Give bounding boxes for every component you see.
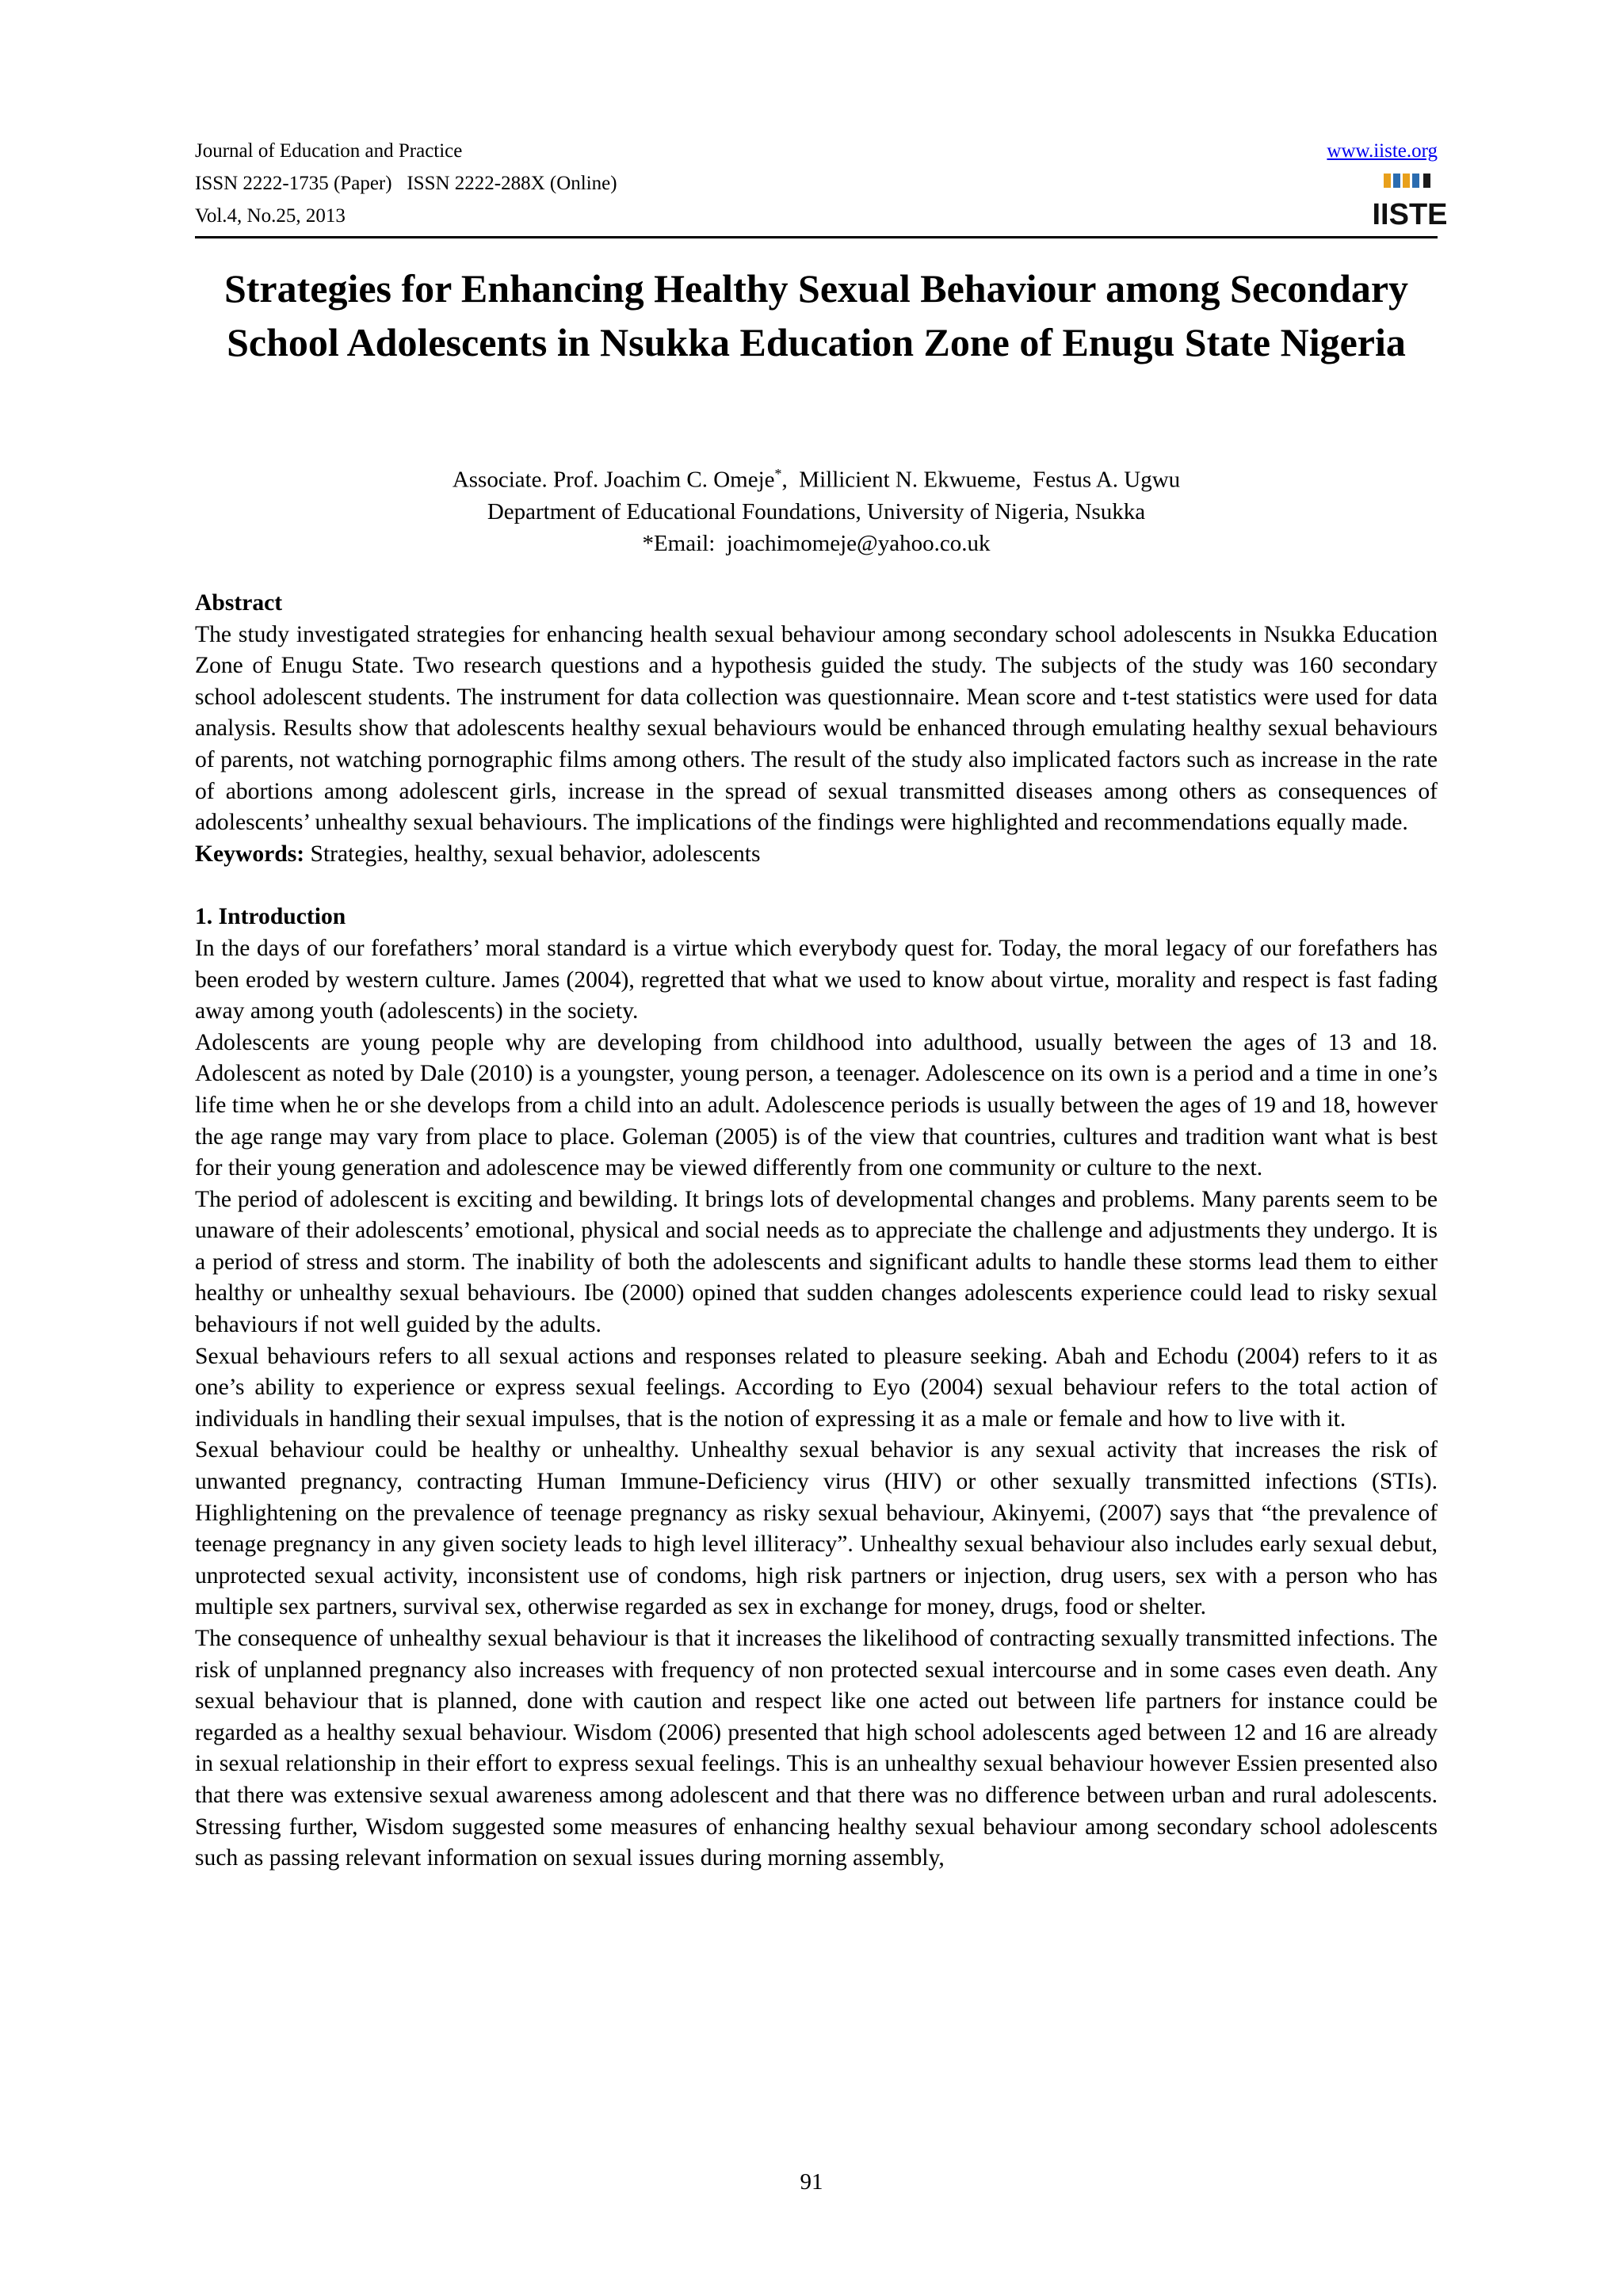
author-email: *Email: joachimomeje@yahoo.co.uk: [642, 530, 991, 556]
journal-header: [195, 135, 617, 232]
introduction-heading: 1. Introduction: [195, 904, 346, 930]
intro-paragraph: The period of adolescent is exciting and bewilding. It brings lots of developmental changes and problems. Many parents seem to be unaware of their adolescents’ emotional, physical and social needs as to appreciate the challenge and adjustments they undergo. It is a period of stress and storm. The inability of both the adolescents and significant adults to handle these storms lead them to either healthy or unhealthy sexual behaviours. Ibe (2000) opined that sudden changes adolescents experience could lead to risky sexual behaviours if not well guided by the adults.: [195, 1186, 1438, 1338]
keywords-line: [195, 839, 1438, 871]
first-author: Associate. Prof. Joachim C. Omeje: [452, 467, 775, 493]
journal-name: Journal of Education and Practice: [195, 140, 463, 162]
website-link[interactable]: www.iiste.org: [1327, 140, 1438, 162]
section-gap: [195, 870, 1438, 902]
iiste-logo-icon: [1372, 172, 1448, 231]
intro-paragraph: The consequence of unhealthy sexual behaviour is that it increases the likelihood of contracting sexually transmitted infections. The risk of unplanned pregnancy also increases with frequency of non protected sexual intercourse and in some cases even death. Any sexual behaviour that is planned, done with caution and respect like one acted out between life partners for instance could be regarded as a healthy sexual behaviour. Wisdom (2006) presented that high school adolescents aged between 12 and 16 are already in sexual relationship in their effort to express sexual feelings. This is an unhealthy sexual behaviour however Essien presented also that there was extensive sexual awareness among adolescent and that there was no difference between urban and rural adolescents. Stressing further, Wisdom suggested some measures of enhancing healthy sexual behaviour among secondary school adolescents such as passing relevant information on sexual issues during morning assembly,: [195, 1626, 1438, 1871]
journal-header-right: [1327, 135, 1448, 231]
svg-text:IISTE: IISTE: [1372, 198, 1448, 231]
page-number: 91: [800, 2169, 823, 2195]
author-line: [195, 458, 1438, 496]
corresponding-mark: *: [774, 466, 782, 482]
affiliation: Department of Educational Foundations, University of Nigeria, Nsukka: [487, 498, 1146, 524]
keywords-label: Keywords:: [195, 841, 305, 867]
paper-body: [195, 588, 1438, 1875]
keywords-list: Strategies, healthy, sexual behavior, adolescents: [304, 841, 761, 867]
paper-title: Strategies for Enhancing Healthy Sexual Behaviour among Secondary School Adolescents in Nsukka Education Zone of Enugu State Nigeria: [223, 266, 1409, 364]
author-block: [195, 458, 1438, 559]
journal-issn: ISSN 2222-1735 (Paper) ISSN 2222-288X (Online): [195, 173, 617, 194]
header-rule: [195, 236, 1438, 238]
intro-paragraph: Adolescents are young people why are developing from childhood into adulthood, usually between the ages of 13 and 18. Adolescent as noted by Dale (2010) is a youngster, young person, a teenager. Adolescence on its own is a period and a time in one’s life time when he or she develops from a child into an adult. Adolescence periods is usually between the ages of 19 and 18, however the age range may vary from place to place. Goleman (2005) is of the view that countries, cultures and tradition want what is best for their young generation and adolescence may be viewed differently from one community or culture to the next.: [195, 1029, 1438, 1181]
journal-volume: Vol.4, No.25, 2013: [195, 205, 346, 227]
intro-paragraph: Sexual behaviour could be healthy or unhealthy. Unhealthy sexual behavior is any sexual activity that increases the risk of unwanted pregnancy, contracting Human Immune-Deficiency virus (HIV) or other sexually transmitted infections (STIs). Highlightening on the prevalence of teenage pregnancy as risky sexual behaviour, Akinyemi, (2007) says that “the prevalence of teenage pregnancy in any given society leads to high level illiteracy”. Unhealthy sexual behaviour also includes early sexual debut, unprotected sexual activity, inconsistent use of condoms, high risk partners or injection, drug users, sex with a person who has multiple sex partners, survival sex, otherwise regarded as sex in exchange for money, drugs, food or shelter.: [195, 1437, 1438, 1620]
abstract-heading: Abstract: [195, 590, 283, 616]
abstract-text: The study investigated strategies for enhancing health sexual behaviour among secondary school adolescents in Nsukka Education Zone of Enugu State. Two research questions and a hypothesis guided the study. The subjects of the study was 160 secondary school adolescent students. The instrument for data collection was questionnaire. Mean score and t-test statistics were used for data analysis. Results show that adolescents healthy sexual behaviours would be enhanced through emulating healthy sexual behaviours of parents, not watching pornographic films among others. The result of the study also implicated factors such as increase in the rate of abortions among adolescent girls, increase in the spread of sexual transmitted diseases among others as consequences of adolescents’ unhealthy sexual behaviours. The implications of the findings were highlighted and recommendations equally made.: [195, 621, 1438, 836]
intro-paragraph: Sexual behaviours refers to all sexual actions and responses related to pleasure seeking. Abah and Echodu (2004) refers to it as one’s ability to experience or express sexual feelings. According to Eyo (2004) sexual behaviour refers to the total action of individuals in handling their sexual impulses, that is the notion of expressing it as a male or female and how to live with it.: [195, 1343, 1438, 1432]
intro-paragraph: In the days of our forefathers’ moral standard is a virtue which everybody quest for. Today, the moral legacy of our forefathers has been eroded by western culture. James (2004), regretted that what we used to know about virtue, morality and respect is fast fading away among youth (adolescents) in the society.: [195, 935, 1438, 1024]
other-authors: , Millicient N. Ekwueme, Festus A. Ugwu: [781, 467, 1181, 493]
